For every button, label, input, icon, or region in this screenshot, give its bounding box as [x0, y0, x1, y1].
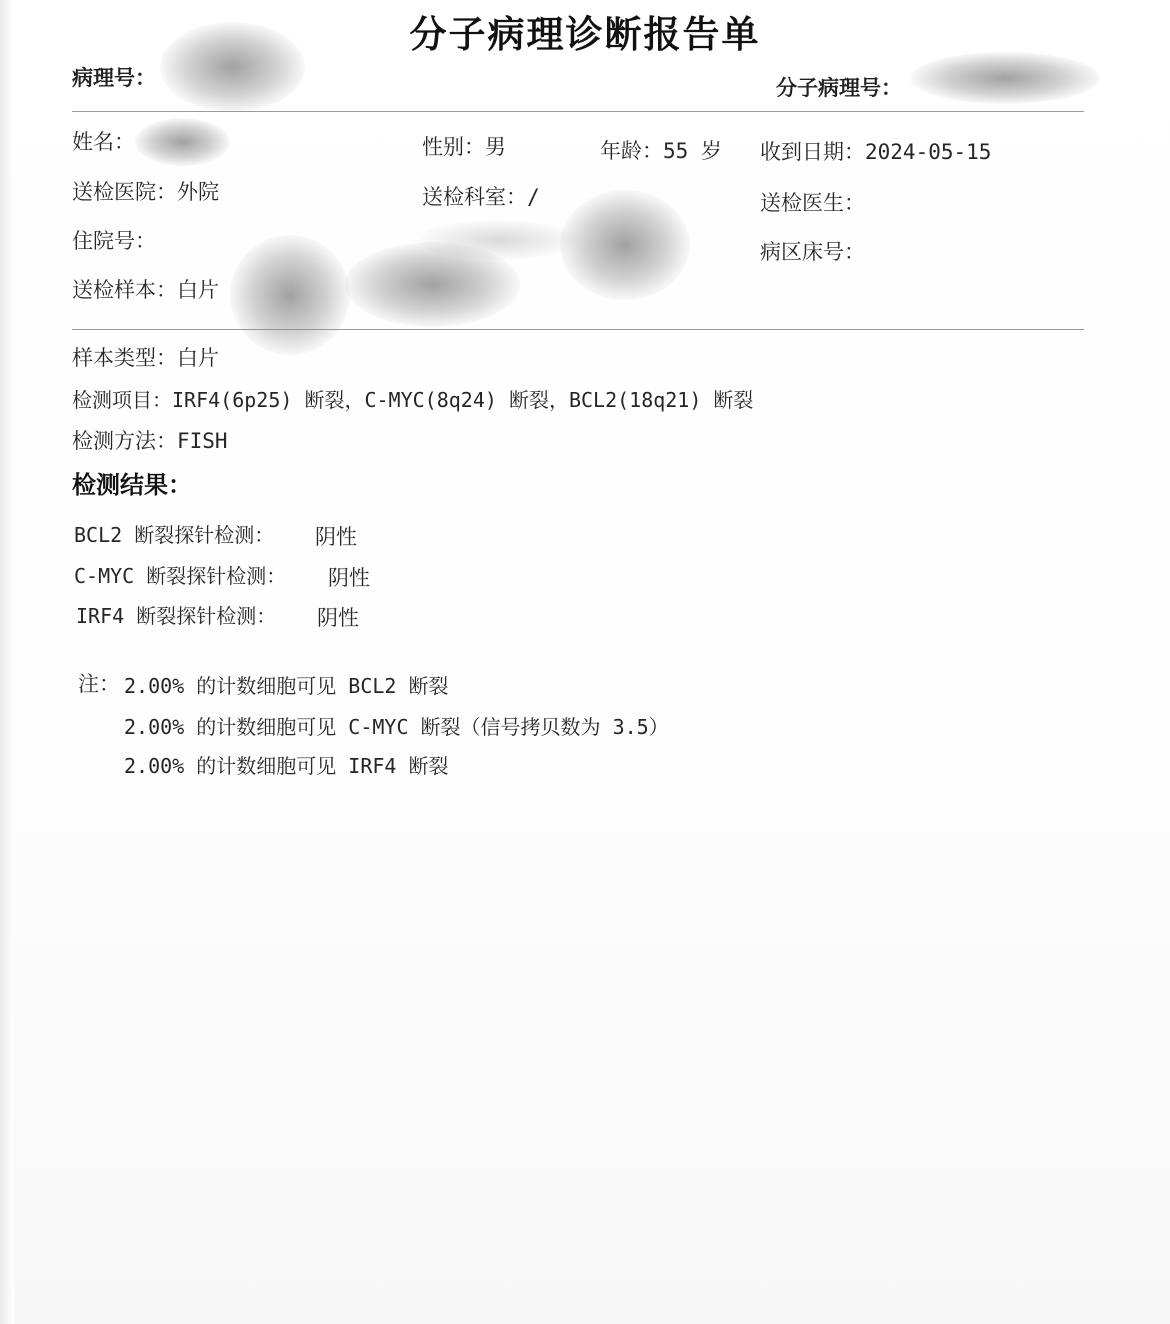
redaction-molecular-no — [910, 52, 1100, 104]
redaction-specimen — [230, 235, 350, 355]
redaction-outpatient — [560, 190, 690, 300]
molecular-pathology-no-label: 分子病理号： — [776, 76, 902, 100]
redaction-specimen-2 — [345, 242, 520, 327]
sex-field: 性别：男 — [422, 135, 506, 159]
age-field: 年龄：55 岁 — [600, 139, 722, 163]
result-value-cmyc: 阴性 — [328, 566, 370, 590]
ward-bed-label: 病区床号： — [760, 240, 865, 264]
doctor-field: 送检医生： — [760, 191, 865, 215]
result-label-bcl2: BCL2 断裂探针检测： — [74, 523, 275, 547]
inpatient-no-label: 住院号： — [72, 229, 156, 253]
specimen-field: 送检样本：白片 — [72, 278, 219, 302]
name-label: 姓名： — [72, 130, 135, 154]
info-divider — [72, 329, 1084, 330]
note-line-2: 2.00% 的计数细胞可见 C-MYC 断裂（信号拷贝数为 3.5） — [124, 715, 669, 739]
redaction-name — [135, 118, 230, 166]
sample-type-field: 样本类型：白片 — [72, 346, 219, 370]
hospital-field: 送检医院：外院 — [72, 180, 219, 204]
scan-edge-shadow — [0, 0, 14, 1324]
test-items-field: 检测项目：IRF4(6p25) 断裂，C-MYC(8q24) 断裂，BCL2(18q21) 断裂 — [72, 388, 754, 412]
result-label-irf4: IRF4 断裂探针检测： — [76, 604, 277, 628]
department-field: 送检科室：/ — [422, 185, 540, 209]
received-date-field: 收到日期：2024-05-15 — [760, 140, 992, 164]
result-value-bcl2: 阴性 — [315, 525, 357, 549]
test-method-field: 检测方法：FISH — [72, 429, 228, 453]
note-line-3: 2.00% 的计数细胞可见 IRF4 断裂 — [124, 754, 449, 778]
redaction-pathology-no — [160, 22, 305, 112]
result-label-cmyc: C-MYC 断裂探针检测： — [74, 564, 287, 588]
note-prefix: 注： — [78, 672, 120, 696]
results-heading: 检测结果： — [72, 471, 192, 499]
note-line-1: 2.00% 的计数细胞可见 BCL2 断裂 — [124, 674, 449, 698]
report-title: 分子病理诊断报告单 — [409, 13, 761, 56]
pathology-no-label: 病理号： — [72, 66, 156, 90]
result-value-irf4: 阴性 — [317, 606, 359, 630]
